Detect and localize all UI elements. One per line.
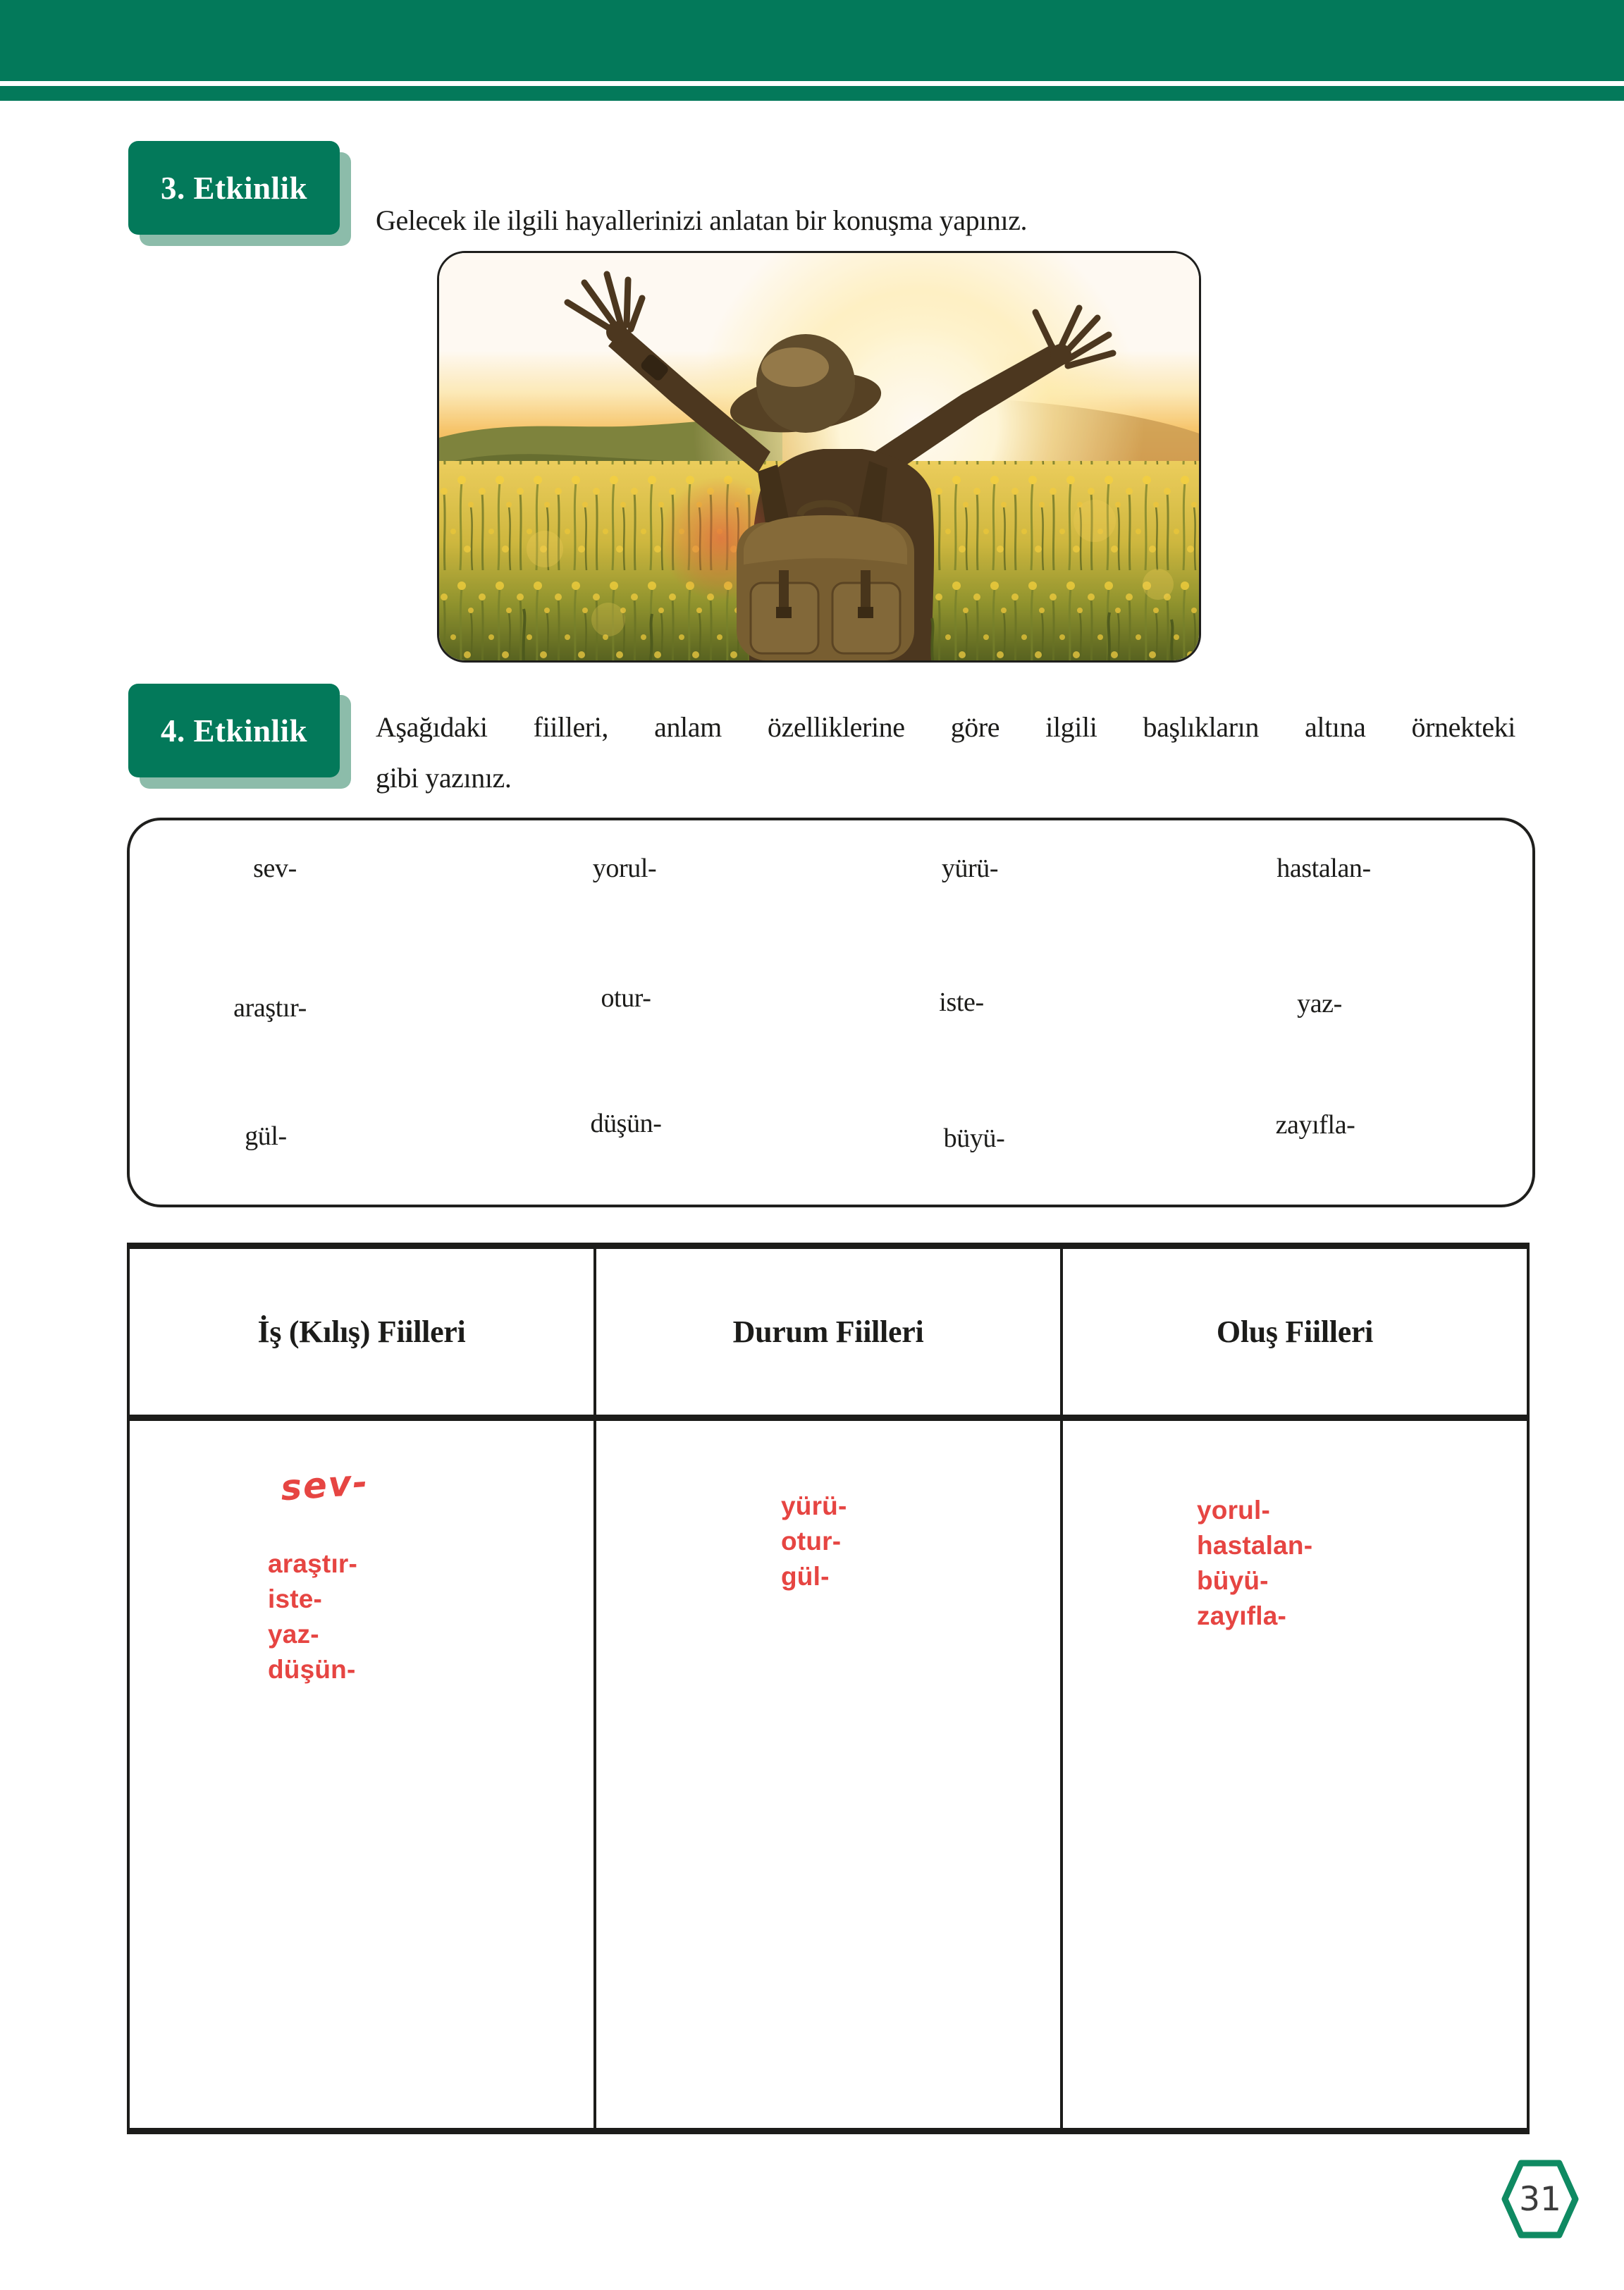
activity4-instruction-line1: Aşağıdaki fiilleri, anlam özelliklerine göre ilgili başlıkların altına örnekteki xyxy=(376,711,1515,743)
page-number xyxy=(1500,2158,1580,2240)
activity3-photo xyxy=(437,251,1201,663)
answer-item: yürü- xyxy=(781,1491,847,1520)
top-green-accent-bar xyxy=(0,86,1624,101)
word-bank-item: otur- xyxy=(601,983,651,1013)
table-header-state-verbs: Durum Fiilleri xyxy=(596,1249,1063,1415)
word-bank-item: gül- xyxy=(245,1121,287,1151)
answer-item: gül- xyxy=(781,1562,830,1591)
answer-item: araştır- xyxy=(268,1549,358,1578)
activity4-badge-label: 4. Etkinlik xyxy=(160,713,308,749)
word-bank-item: yorul- xyxy=(592,854,657,883)
answers-occurrence-list xyxy=(1197,1493,1312,1634)
answer-item: büyü- xyxy=(1197,1566,1269,1595)
page-number-text: 31 xyxy=(1519,2179,1561,2219)
word-bank-item: iste- xyxy=(939,987,984,1017)
word-bank-item: zayıfla- xyxy=(1275,1110,1355,1140)
activity3-badge-label: 3. Etkinlik xyxy=(160,170,308,206)
top-green-bar xyxy=(0,0,1624,81)
word-bank-item: düşün- xyxy=(590,1109,662,1138)
activity4-instruction xyxy=(376,702,1515,804)
answer-example: sev- xyxy=(279,1461,370,1509)
word-bank-item: sev- xyxy=(253,854,297,883)
activity4-badge xyxy=(128,684,340,777)
answers-action-list xyxy=(268,1546,357,1687)
word-bank-item: araştır- xyxy=(233,993,307,1023)
answers-state-list xyxy=(781,1489,847,1594)
word-bank-item: yaz- xyxy=(1297,989,1342,1018)
word-bank-item: hastalan- xyxy=(1277,854,1371,883)
table-header-action-verbs: İş (Kılış) Fiilleri xyxy=(130,1249,596,1415)
activity3-instruction: Gelecek ile ilgili hayallerinizi anlatan bir konuşma yapınız. xyxy=(376,204,1028,236)
answer-item: hastalan- xyxy=(1197,1531,1313,1560)
answer-item: yorul- xyxy=(1197,1496,1270,1525)
activity4-instruction-line2: gibi yazınız. xyxy=(376,762,512,794)
activity3-badge xyxy=(128,141,340,235)
word-bank-item: yürü- xyxy=(941,854,999,883)
verb-classification-table xyxy=(127,1243,1530,2134)
answer-item: zayıfla- xyxy=(1197,1601,1287,1630)
answer-item: yaz- xyxy=(268,1620,319,1649)
table-cell-action-verbs xyxy=(130,1421,596,2128)
answer-item: düşün- xyxy=(268,1655,356,1684)
table-header-row xyxy=(130,1249,1527,1421)
field-sunset-photo-illustration xyxy=(439,253,1199,660)
table-header-occurrence-verbs: Oluş Fiilleri xyxy=(1216,1315,1374,1349)
word-bank-item: büyü- xyxy=(943,1124,1005,1153)
answer-item: otur- xyxy=(781,1527,842,1556)
answer-item: iste- xyxy=(268,1584,323,1613)
